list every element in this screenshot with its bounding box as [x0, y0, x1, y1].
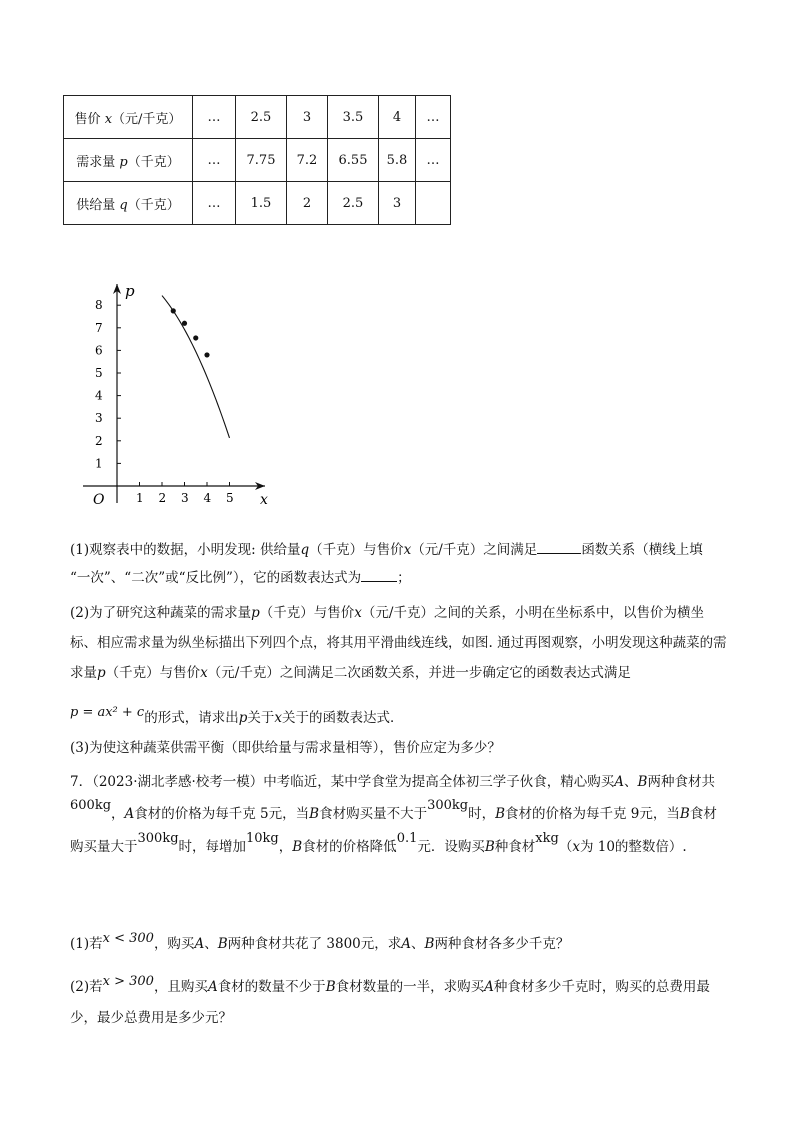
x-tick-label: 2 [158, 491, 167, 505]
x-tick-label: 4 [203, 491, 212, 505]
table-cell: 2.5 [236, 96, 287, 139]
row-header: 供给量 q（千克） [64, 182, 193, 225]
table-cell: … [416, 139, 451, 182]
data-point [182, 321, 187, 326]
origin-label: O [93, 492, 105, 508]
question-2: (2)为了研究这种蔬菜的需求量p（千克）与售价x（元/千克）之间的关系，小明在坐标系中，以售价为横坐标、相应需求量为纵坐标描出下列四个点，将其用平滑曲线连线，如图. 通过再图观察，小明发现这种蔬菜的需求量p（千克）与售价x（元/千克）之间满足二次函数关系，并进一步确定它的函数表达式满足 [70, 605, 727, 681]
table-cell: 2.5 [328, 182, 379, 225]
price-supply-demand-table [63, 95, 451, 225]
data-point [171, 308, 176, 313]
answer-blank-1[interactable] [537, 539, 581, 554]
question-7: 7．（2023·湖北孝感·校考一模）中考临近，某中学食堂为提高全体初三学子伙食，精心购买A、B两种食材共600kg，A食材的价格为每千克 5元，当B食材购买量不大于300kg时，B食材的价格为每千克 9元，当B食材购买量大于300kg时，每增加10kg，B食材的价格降低0.1元．设购买B种食材xkg（x为 10的整数倍）. [70, 774, 717, 855]
y-tick-label: 3 [95, 411, 103, 426]
table-row [64, 182, 451, 225]
x-tick-label: 1 [136, 491, 144, 505]
table-cell: … [193, 96, 236, 139]
table-cell: 2 [287, 182, 328, 225]
table-cell: 1.5 [236, 182, 287, 225]
table-cell: … [193, 139, 236, 182]
y-axis-label: p [125, 282, 135, 300]
table-cell: 3 [379, 182, 416, 225]
question-7-part-1: (1)若x < 300，购买A、B两种食材共花了 3800元，求A、B两种食材各多少千克？ [70, 931, 570, 952]
row-header: 售价 x（元/千克） [64, 96, 193, 139]
y-tick-label: 2 [95, 433, 103, 448]
table-cell: … [416, 96, 451, 139]
x-tick-label: 3 [181, 491, 189, 505]
y-tick-label: 5 [95, 366, 103, 380]
y-tick-label: 6 [95, 343, 103, 358]
table-cell: 7.75 [236, 139, 287, 182]
demand-curve [162, 296, 230, 438]
demand-price-graph [75, 278, 275, 508]
y-tick-label: 8 [95, 298, 103, 313]
table-cell: 6.55 [328, 139, 379, 182]
table-row [64, 96, 451, 139]
table-cell: 4 [379, 96, 416, 139]
question-7-part-2: (2)若x > 300，且购买A食材的数量不少于B食材数量的一半，求购买A种食材多少千克时，购买的总费用最少，最少总费用是多少元？ [70, 974, 710, 1026]
answer-blank-2[interactable] [361, 567, 397, 582]
table-cell: 7.2 [287, 139, 328, 182]
table-cell: 3.5 [328, 96, 379, 139]
row-header: 需求量 p（千克） [64, 139, 193, 182]
x-tick-label: 5 [226, 491, 234, 505]
table-cell: 5.8 [379, 139, 416, 182]
table-cell [416, 182, 451, 225]
data-point [193, 335, 198, 340]
data-point [204, 352, 209, 357]
question-1: (1)观察表中的数据，小明发现: 供给量q（千克）与售价x（元/千克）之间满足 函数关系（横线上填 “一次”、“二次”或“反比例”），它的函数表达式为 ； [70, 536, 730, 592]
question-3: (3)为使这种蔬菜供需平衡（即供给量与需求量相等），售价应定为多少？ [70, 740, 501, 756]
table-cell: 3 [287, 96, 328, 139]
quadratic-formula: p = ax² + c [70, 705, 145, 720]
y-tick-label: 7 [95, 320, 103, 335]
table-row [64, 139, 451, 182]
y-tick-label: 1 [95, 456, 103, 471]
x-axis-label: x [260, 492, 268, 508]
table-cell: … [193, 182, 236, 225]
y-tick-label: 4 [95, 388, 103, 403]
question-2-formula-line: p = ax² + c的形式，请求出p关于x关于的函数表达式． [70, 705, 404, 726]
